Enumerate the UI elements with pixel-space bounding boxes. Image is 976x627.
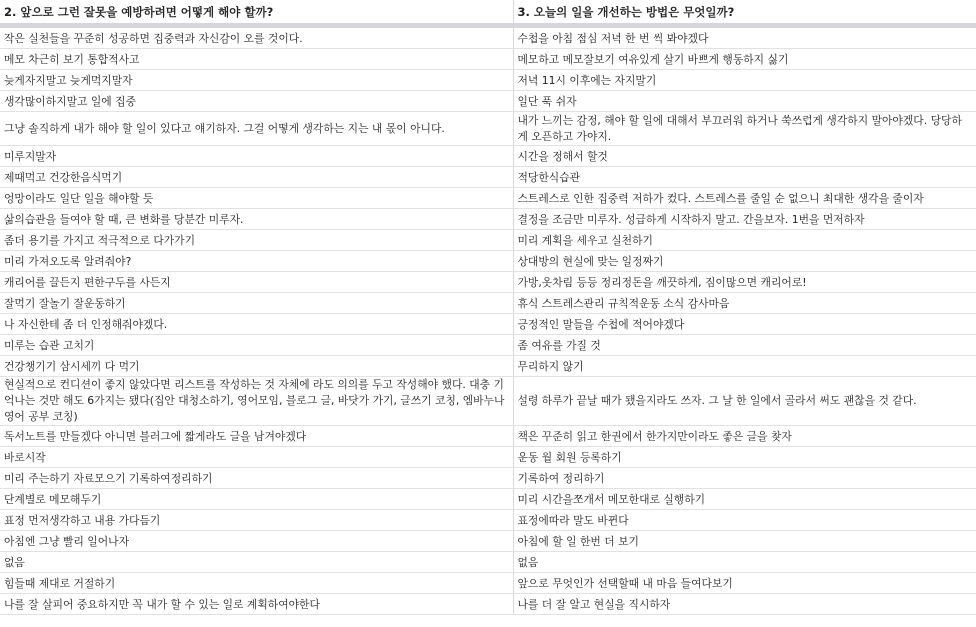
table-row	[0, 146, 976, 167]
table-row	[0, 188, 976, 209]
cell-improvement[interactable]: 휴식 스트레스관리 규칙적운동 소식 감사마음	[513, 293, 976, 314]
cell-improvement[interactable]: 스트레스로 인한 집중력 저하가 컸다. 스트레스를 줄일 순 없으니 최대한 생각을 줄이자	[513, 188, 976, 209]
cell-improvement[interactable]: 결정을 조금만 미루자. 성급하게 시작하지 말고. 간을보자. 1번을 먼저하자	[513, 209, 976, 230]
cell-prevention[interactable]: 캐리어를 끌든지 편한구두를 사든지	[0, 272, 513, 293]
table-row	[0, 594, 976, 615]
cell-improvement[interactable]: 나를 더 잘 알고 현실을 직시하자	[513, 594, 976, 615]
cell-prevention[interactable]: 나를 잘 살피어 중요하지만 꼭 내가 할 수 있는 일로 계획하여야한다	[0, 594, 513, 615]
cell-prevention[interactable]: 미리 주는하기 자료모으기 기록하여정리하기	[0, 468, 513, 489]
cell-prevention[interactable]: 잘먹기 잘놀기 잘운동하기	[0, 293, 513, 314]
table-row	[0, 91, 976, 112]
table-row	[0, 314, 976, 335]
table-row	[0, 112, 976, 146]
table-row	[0, 335, 976, 356]
cell-prevention[interactable]: 건강챙기기 삼시세끼 다 먹기	[0, 356, 513, 377]
cell-prevention[interactable]: 생각많이하지말고 일에 집중	[0, 91, 513, 112]
table-row	[0, 293, 976, 314]
cell-improvement[interactable]: 시간을 정해서 할것	[513, 146, 976, 167]
cell-prevention[interactable]: 미리 가져오도록 알려줘야?	[0, 251, 513, 272]
cell-prevention[interactable]: 현실적으로 컨디션이 좋지 않았다면 리스트를 작성하는 것 자체에 라도 의의를 두고 작성해야 했다. 대충 기억나는 것만 해도 6가지는 됐다(집안 대청소하기, 영어모임, 블로그 글, 바닷가 가기, 글쓰기 코칭, 엠바누나 영어 공부 코칭)	[0, 377, 513, 426]
cell-improvement[interactable]: 표정에따라 말도 바뀐다	[513, 510, 976, 531]
table-row	[0, 251, 976, 272]
table-row	[0, 531, 976, 552]
cell-improvement[interactable]: 수첩을 아침 점심 저녁 한 번 씩 봐야겠다	[513, 26, 976, 49]
cell-prevention[interactable]: 없음	[0, 552, 513, 573]
cell-improvement[interactable]: 긍정적인 말들을 수첩에 적어야겠다	[513, 314, 976, 335]
cell-prevention[interactable]: 아침엔 그냥 빨리 일어나자	[0, 531, 513, 552]
table-row	[0, 209, 976, 230]
cell-improvement[interactable]: 설령 하루가 끝날 때가 됐을지라도 쓰자. 그 날 한 일에서 골라서 써도 괜찮을 것 같다.	[513, 377, 976, 426]
cell-prevention[interactable]: 메모 차근히 보기 통합적사고	[0, 49, 513, 70]
cell-improvement[interactable]: 아침에 할 일 한번 더 보기	[513, 531, 976, 552]
cell-improvement[interactable]: 미리 계획을 세우고 실천하기	[513, 230, 976, 251]
cell-improvement[interactable]: 무리하지 않기	[513, 356, 976, 377]
cell-improvement[interactable]: 가방,옷차림 등등 정리정돈을 깨끗하게, 짐이많으면 캐리어로!	[513, 272, 976, 293]
cell-prevention[interactable]: 미루지말자	[0, 146, 513, 167]
cell-prevention[interactable]: 바로시작	[0, 447, 513, 468]
table-row	[0, 510, 976, 531]
cell-improvement[interactable]: 책은 꾸준히 읽고 한권에서 한가지만이라도 좋은 글을 찾자	[513, 426, 976, 447]
table-row	[0, 468, 976, 489]
cell-improvement[interactable]: 저녁 11시 이후에는 자지말기	[513, 70, 976, 91]
cell-prevention[interactable]: 엉망이라도 일단 일을 해야할 듯	[0, 188, 513, 209]
table-row	[0, 167, 976, 188]
cell-improvement[interactable]: 운동 월 회원 등록하기	[513, 447, 976, 468]
cell-prevention[interactable]: 작은 실천들을 꾸준히 성공하면 집중력과 자신감이 오를 것이다.	[0, 26, 513, 49]
cell-prevention[interactable]: 독서노트를 만들겠다 아니면 블러그에 짧게라도 글을 남겨야겠다	[0, 426, 513, 447]
cell-improvement[interactable]: 메모하고 메모잘보기 여유있게 살기 바쁘게 행동하지 싫기	[513, 49, 976, 70]
cell-prevention[interactable]: 힘들때 제대로 거절하기	[0, 573, 513, 594]
table-row	[0, 489, 976, 510]
table-body	[0, 26, 976, 615]
cell-prevention[interactable]: 늦게자지말고 늦게먹지말자	[0, 70, 513, 91]
column-header-prevention[interactable]: 2. 앞으로 그런 잘못을 예방하려면 어떻게 해야 할까?	[0, 0, 513, 26]
table-row	[0, 573, 976, 594]
header-row	[0, 0, 976, 26]
cell-improvement[interactable]: 앞으로 무엇인가 선택할때 내 마음 들여다보기	[513, 573, 976, 594]
table-row	[0, 26, 976, 49]
cell-prevention[interactable]: 미루는 습관 고치기	[0, 335, 513, 356]
cell-improvement[interactable]: 미리 시간을쪼개서 메모한대로 실행하기	[513, 489, 976, 510]
table-row	[0, 230, 976, 251]
cell-improvement[interactable]: 좀 여유를 가질 것	[513, 335, 976, 356]
table-row	[0, 447, 976, 468]
cell-prevention[interactable]: 좀더 용기를 가지고 적극적으로 다가가기	[0, 230, 513, 251]
cell-prevention[interactable]: 제때먹고 건강한음식먹기	[0, 167, 513, 188]
cell-improvement[interactable]: 적당한식습관	[513, 167, 976, 188]
cell-improvement[interactable]: 상대방의 현실에 맞는 일정짜기	[513, 251, 976, 272]
table-row	[0, 356, 976, 377]
cell-prevention[interactable]: 표정 먼저생각하고 내용 가다듬기	[0, 510, 513, 531]
cell-improvement[interactable]: 내가 느끼는 감정, 해야 할 일에 대해서 부끄러워 하거나 쑥쓰럽게 생각하지 말아야겠다. 당당하게 오픈하고 가야지.	[513, 112, 976, 146]
cell-improvement[interactable]: 없음	[513, 552, 976, 573]
table-row	[0, 70, 976, 91]
table-row	[0, 552, 976, 573]
cell-prevention[interactable]: 삶의습관을 들여야 할 때, 큰 변화를 당분간 미루자.	[0, 209, 513, 230]
cell-improvement[interactable]: 일단 푹 쉬자	[513, 91, 976, 112]
cell-prevention[interactable]: 단계별로 메모해두기	[0, 489, 513, 510]
table-row	[0, 272, 976, 293]
cell-prevention[interactable]: 그냥 솔직하게 내가 해야 할 일이 있다고 얘기하자. 그걸 어떻게 생각하는 지는 내 몫이 아니다.	[0, 112, 513, 146]
column-header-improvement[interactable]: 3. 오늘의 일을 개선하는 방법은 무엇일까?	[513, 0, 976, 26]
table-row	[0, 426, 976, 447]
cell-improvement[interactable]: 기록하여 정리하기	[513, 468, 976, 489]
table-row	[0, 377, 976, 426]
cell-prevention[interactable]: 나 자신한테 좀 더 인정해줘야겠다.	[0, 314, 513, 335]
table-row	[0, 49, 976, 70]
